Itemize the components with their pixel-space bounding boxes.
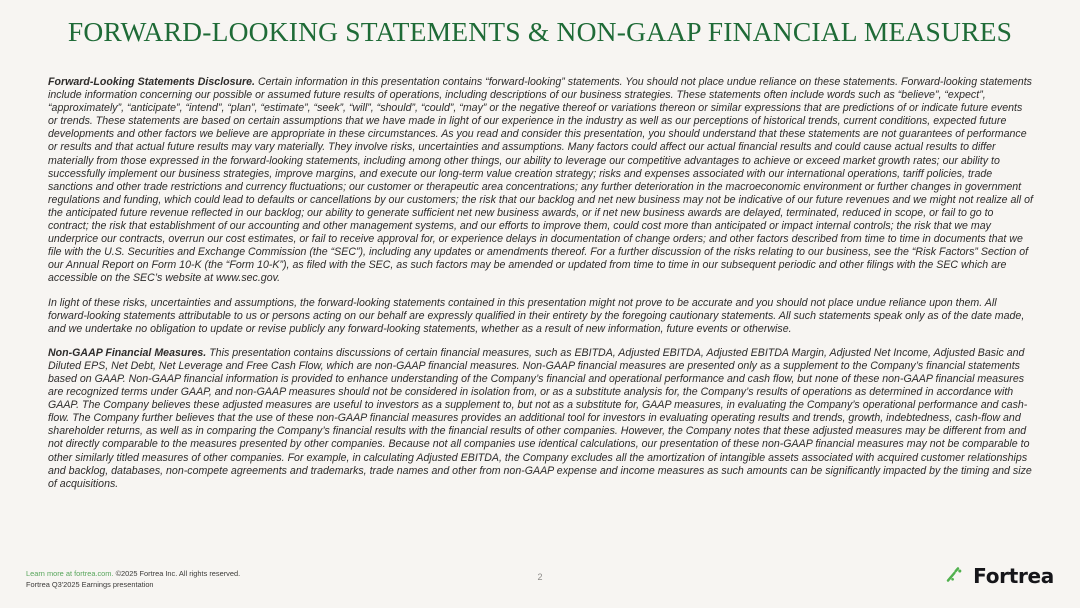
fortrea-website-link[interactable]: Learn more at fortrea.com. <box>26 569 114 578</box>
paragraph-non-gaap <box>48 347 1034 491</box>
non-gaap-text: This presentation contains discussions of certain financial measures, such as EBITDA, Adjusted EBITDA, Adjusted EBITDA Margin, Adjusted Net Income, Adjusted Basic and Diluted EPS, Net Debt, Net Leverage and Free Cash Flow, which are non-GAAP financial measures. Non-GAAP financial measures are presented only as a supplement to the Company’s financial statements based on GAAP. Non-GAAP financial information is provided to enhance understanding of the Company’s financial and operational performance and cash flow, but none of these non-GAAP financial measures are recognized terms under GAAP, and non-GAAP measures should not be considered in isolation from, or as a substitute analysis for, the Company’s results of operations as determined in accordance with GAAP. The Company believes these adjusted measures are useful to investors as a supplement to, but not as a substitute for, GAAP measures, in evaluating the Company’s operational performance and cash-flow. The Company further believes that the use of these non-GAAP financial measures provides an additional tool for investors in evaluating operating results and trends, growth, indebtedness, cash-flow and shareholder returns, as well as in comparing the Company’s financial results with the financial results of other companies. However, the Company notes that these adjusted measures may be different from and not directly comparable to the measures presented by other companies. Because not all companies use identical calculations, our presentation of these non-GAAP financial measures may not be comparable to other similarly titled measures of other companies. For example, in calculating Adjusted EBITDA, the Company excludes all the amortization of intangible assets associated with acquired customer relationships and backlog, databases, non-compete agreements and trademarks, trade names and other from non-GAAP expense and income measures as such amounts can be significantly impacted by the timing and size of acquisitions. <box>48 346 1032 490</box>
deck-name-text: Fortrea Q3'2025 Earnings presentation <box>26 579 154 589</box>
disclosure-body <box>48 76 1034 491</box>
forward-looking-lead-label: Forward-Looking Statements Disclosure. <box>48 76 255 88</box>
fortrea-logo <box>943 564 1054 588</box>
forward-looking-text: Certain information in this presentation contains “forward-looking” statements. You should not place undue reliance on these statements. Forward-looking statements include information concerning our possible or assumed future results of operations, including descriptions of our business strategies. These statements often include words such as “believe”, “expect”, “approximately”, “anticipate”, “intend”, “plan”, “estimate”, “seek”, “will”, “should”, “could”, “may” or the negative thereof or variations thereon or similar expressions that are predictions of or indicate future events or trends. These statements are based on certain assumptions that we have made in light of our experience in the industry as well as our perceptions of historical trends, current conditions, expected future developments and other factors we believe are appropriate in these circumstances. As you read and consider this presentation, you should understand that these statements are not guarantees of performance or results and that actual future results may vary materially. They involve risks, uncertainties and assumptions. Many factors could affect our actual financial results and could cause actual results to differ materially from those expressed in the forward-looking statements, including among other things, our ability to leverage our competitive advantages to achieve or exceed market growth rates; our ability to successfully implement our business strategies, improve margins, and execute our long-term value creation strategy; risks and expenses associated with our international operations, tariff policies, trade sanctions and other trade restrictions and currency fluctuations; our customer or therapeutic area concentrations; any further deterioration in the macroeconomic environment or further changes in government regulations and funding, which could lead to defaults or cancellations by our customers; the risk that our backlog and net new business may not be indicative of our future revenues and we might not realize all of the anticipated future revenue reflected in our backlog; our ability to generate sufficient net new business awards, or if net new business awards are delayed, terminated, reduced in scope, or fail to go to contract; the risk that establishment of our accounting and other management systems, and our efforts to improve them, could cost more than anticipated or impact internal controls; the risk that we may underprice our contracts, overrun our cost estimates, or fail to receive approval for, or experience delays in documentation of change orders; and other factors described from time to time in documents that we file with the U.S. Securities and Exchange Commission (the “SEC”), including any updates or amendments thereof. For a further discussion of the risks relating to our business, see the “Risk Factors” Section of our Annual Report on Form 10-K (the “Form 10-K”), as filed with the SEC, as such factors may be amended or updated from time to time in our subsequent periodic and other filings with the SEC which are accessible on the SEC’s website at www.sec.gov. <box>48 76 1033 285</box>
fortrea-wordmark: Fortrea <box>973 564 1054 588</box>
fortrea-swoosh-icon <box>943 565 965 587</box>
copyright-text: ©2025 Fortrea Inc. All rights reserved. <box>115 569 241 578</box>
page-number: 2 <box>537 572 543 582</box>
paragraph-in-light-of: In light of these risks, uncertainties and assumptions, the forward-looking statements contained in this presentation might not prove to be accurate and you should not place undue reliance upon them. All forward-looking statements attributable to us or persons acting on our behalf are expressly qualified in their entirety by the foregoing cautionary statements. All such statements speak only as of the date made, and we undertake no obligation to update or revise publicly any forward-looking statements, whether as a result of new information, future events or otherwise. <box>48 296 1025 335</box>
page-title: FORWARD-LOOKING STATEMENTS & NON-GAAP FINANCIAL MEASURES <box>67 16 1013 47</box>
non-gaap-lead-label: Non-GAAP Financial Measures. <box>48 346 207 359</box>
paragraph-forward-looking <box>48 76 1034 286</box>
